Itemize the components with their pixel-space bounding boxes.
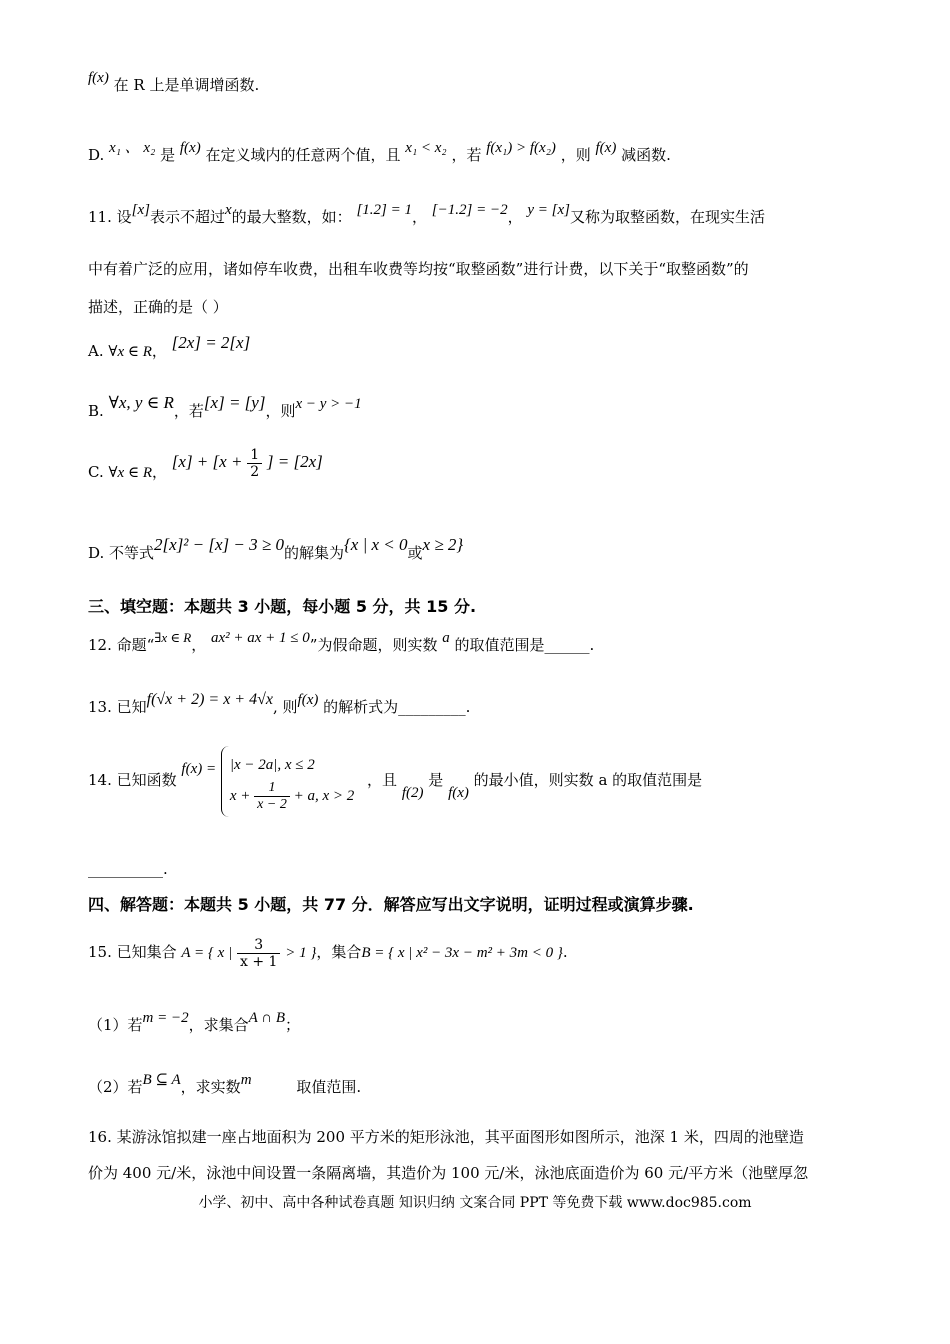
text: 11. 设 <box>88 208 132 226</box>
text: 表示不超过 <box>149 208 225 226</box>
math: f(x) = <box>181 761 217 777</box>
math: f(x) <box>179 140 201 156</box>
math: > 1 } <box>285 945 317 961</box>
text: 的最小值，则实数 a 的取值范围是 <box>473 771 703 789</box>
q11-line3: 描述，正确的是（ ） <box>88 298 228 316</box>
math: 2[x]² − [x] − 3 ≥ 0 <box>154 535 284 554</box>
text: 又称为取整函数，在现实生活 <box>570 208 766 226</box>
numerator: 3 <box>237 937 280 954</box>
math: f(√x + 2) = x + 4√x <box>146 691 273 708</box>
text: 的解析式为_________. <box>323 698 471 716</box>
math: x <box>224 202 232 218</box>
q14-answer-blank: __________. <box>88 860 168 878</box>
text: 的最大整数，如： <box>231 208 352 226</box>
case-1: |x − 2a|, x ≤ 2 <box>229 756 315 773</box>
text: ，求集合 <box>188 1016 249 1034</box>
page-footer: 小学、初中、高中各种试卷真题 知识归纳 文案合同 PPT 等免费下载 www.doc985.com <box>198 1195 752 1211</box>
math: [2x] = 2[x] <box>171 333 251 352</box>
case-2 <box>230 780 354 813</box>
math: m <box>240 1072 252 1088</box>
math: {x | x < 0 <box>343 535 408 554</box>
denominator: 2 <box>250 463 260 480</box>
math: [x] <box>131 202 150 218</box>
text: ，集合 <box>316 943 362 961</box>
text: 取值范围. <box>296 1078 362 1096</box>
q16-line1: 16. 某游泳馆拟建一座占地面积为 200 平方米的矩形泳池，其平面图形如图所示，池深 1 米，四周的池壁造 <box>88 1128 804 1146</box>
math: [1.2] = 1 <box>356 202 412 218</box>
math: x₁ < x₂ <box>405 140 447 156</box>
text: ，若 <box>451 146 482 164</box>
math: x + <box>229 787 251 804</box>
math: y = [x] <box>527 202 571 218</box>
math: ] = [2x] <box>266 452 323 471</box>
fraction-one-half <box>247 447 262 480</box>
q15-part-1 <box>88 1010 862 1037</box>
math: [x] = [y] <box>203 393 266 412</box>
math: + a, x > 2 <box>293 787 355 804</box>
option-label: B. <box>88 402 104 420</box>
text: . <box>562 943 568 961</box>
math: f(x) <box>595 140 617 156</box>
text: 减函数. <box>621 146 671 164</box>
option-label: A. <box>88 342 104 360</box>
text: 的取值范围是______. <box>454 636 595 654</box>
math: ∀x ∈ R <box>108 344 152 360</box>
denominator: x − 2 <box>257 796 287 812</box>
q11-intro <box>88 202 862 229</box>
q16-line2: 价为 400 元/米，泳池中间设置一条隔离墙，其造价为 100 元/米，泳池底面造价为 60 元/平方米（池壁厚忽 <box>88 1164 809 1182</box>
text: ， <box>151 342 167 360</box>
q11-option-b <box>88 393 862 423</box>
fraction <box>237 937 280 970</box>
text: , 则 <box>272 698 298 716</box>
math: [−1.2] = −2 <box>431 202 508 218</box>
numerator: 1 <box>247 447 262 464</box>
text: ， <box>151 463 167 481</box>
math: f(x₁) > f(x₂) <box>486 140 556 156</box>
math: ∀x ∈ R <box>108 465 152 481</box>
q15-part-2 <box>88 1072 862 1099</box>
q11-option-c <box>88 446 862 493</box>
q14 <box>88 740 862 821</box>
text: ，若 <box>173 402 204 420</box>
q15 <box>88 922 862 983</box>
text: ，且 <box>367 771 398 789</box>
text: 或 <box>407 544 423 562</box>
section-heading-fill-in: 三、填空题：本题共 3 小题，每小题 5 分，共 15 分. <box>88 597 477 616</box>
math: A ∩ B <box>248 1010 286 1026</box>
q12 <box>88 630 862 657</box>
math: x₁ 、 x₂ <box>109 140 156 156</box>
fraction <box>254 780 290 813</box>
text: （2）若 <box>88 1078 143 1096</box>
q11-line2: 中有着广泛的应用，诸如停车收费，出租车收费等均按“取整函数”进行计费，以下关于“取整函数”的 <box>88 260 749 278</box>
math: x ≥ 2} <box>422 535 464 554</box>
denominator: x + 1 <box>239 953 278 970</box>
piecewise-function <box>221 746 362 817</box>
text: （1）若 <box>88 1016 143 1034</box>
text: ，则 <box>560 146 591 164</box>
text: 是 <box>428 771 444 789</box>
math: f(x) <box>448 785 469 801</box>
section-heading-solve: 四、解答题：本题共 5 小题，共 77 分．解答应写出文字说明，证明过程或演算步骤. <box>88 895 694 914</box>
math: [x] + [x + <box>171 452 243 471</box>
math: a <box>442 630 450 646</box>
text: ， <box>507 208 523 226</box>
text: ，求实数 <box>180 1078 241 1096</box>
option-label: D. 不等式 <box>88 544 155 562</box>
math: m = −2 <box>142 1010 189 1026</box>
text: ， <box>412 208 428 226</box>
text: 是 <box>160 146 176 164</box>
math: B = { x | x² − 3x − m² + 3m < 0 } <box>361 945 563 961</box>
q10-option-d <box>88 140 862 167</box>
math-fx: f(x) <box>88 70 109 86</box>
q13 <box>88 691 862 719</box>
text: ，则 <box>265 402 296 420</box>
q11-option-a <box>88 333 862 363</box>
math: f(x) <box>297 692 319 708</box>
option-c-continuation <box>88 70 862 97</box>
math: A = { x | <box>181 945 233 961</box>
math: ax² + ax + 1 ≤ 0 <box>210 630 310 646</box>
option-label: D. <box>88 146 105 164</box>
text: 在定义域内的任意两个值，且 <box>205 146 401 164</box>
text: 的解集为 <box>283 544 344 562</box>
text: 在 R 上是单调增函数. <box>113 76 260 94</box>
text: ； <box>285 1016 301 1034</box>
text: 12. 命题“ <box>88 636 155 654</box>
math: f(2) <box>401 785 424 801</box>
math: x − y > −1 <box>295 396 362 412</box>
text: ， <box>191 636 207 654</box>
text: ”为假命题，则实数 <box>309 636 438 654</box>
text: 14. 已知函数 <box>88 771 177 789</box>
math: B ⊆ A <box>142 1072 181 1088</box>
numerator: 1 <box>254 780 290 797</box>
option-label: C. <box>88 463 104 481</box>
math: ∃x ∈ R <box>154 630 192 645</box>
text: 15. 已知集合 <box>88 943 177 961</box>
math: ∀x, y ∈ R <box>108 393 174 412</box>
q11-option-d <box>88 535 862 564</box>
text: 13. 已知 <box>88 698 147 716</box>
